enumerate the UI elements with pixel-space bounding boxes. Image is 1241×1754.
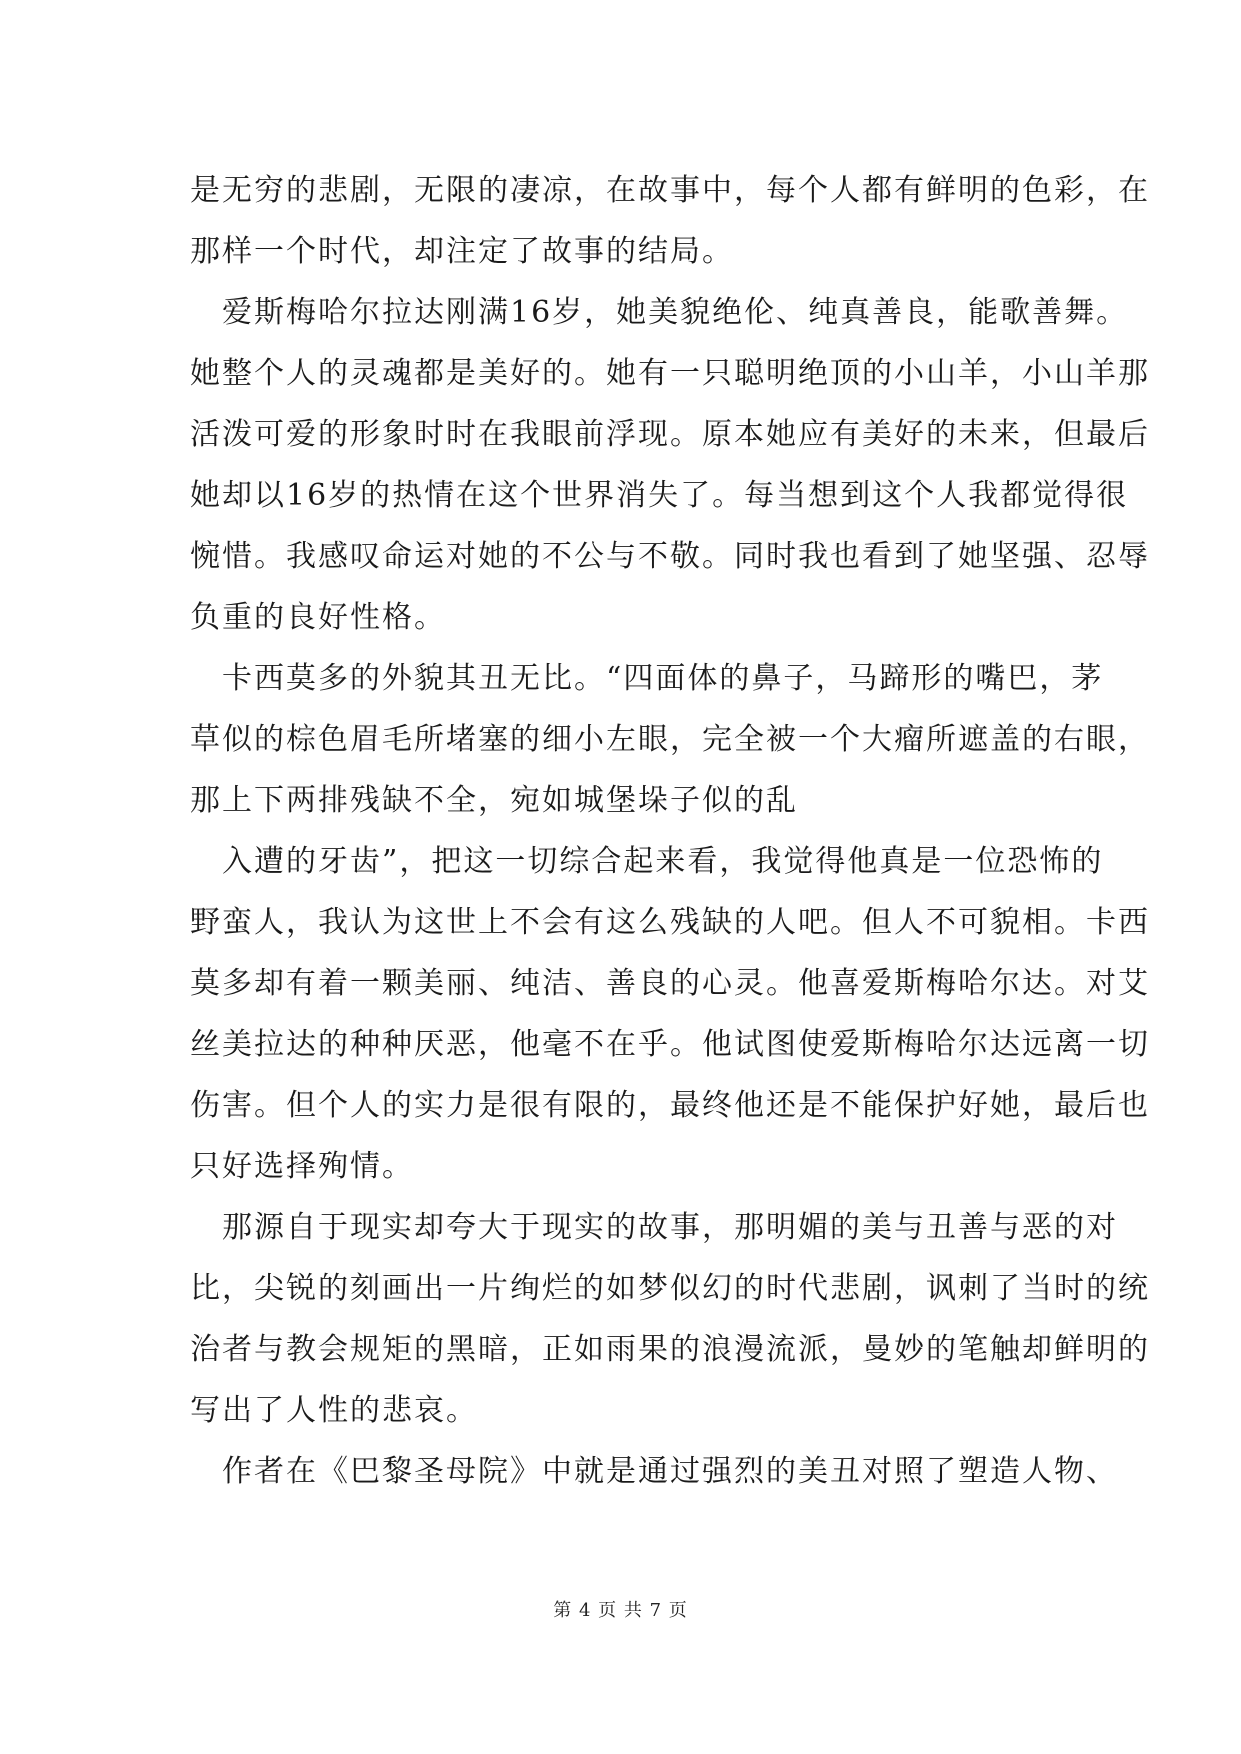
text-line: 惋惜。我感叹命运对她的不公与不敬。同时我也看到了她坚强、忍辱 [190,539,1150,574]
page-footer [0,1596,1241,1622]
text-line: 负重的良好性格。 [190,600,446,635]
text-line: 莫多却有着一颗美丽、纯洁、善良的心灵。他喜爱斯梅哈尔达。对艾 [190,966,1150,1001]
text-line: 丝美拉达的种种厌恶，他毫不在乎。他试图使爱斯梅哈尔达远离一切 [190,1027,1150,1062]
text-line: 是无穷的悲剧，无限的凄凉，在故事中，每个人都有鲜明的色彩，在 [190,173,1150,208]
text-line: 爱斯梅哈尔拉达刚满16岁，她美貌绝伦、纯真善良，能歌善舞。 [190,295,1129,330]
text-line: 写出了人性的悲哀。 [190,1393,478,1428]
text-line: 入遭的牙齿”，把这一切综合起来看，我觉得他真是一位恐怖的 [190,844,1104,879]
text-line: 比，尖锐的刻画出一片绚烂的如梦似幻的时代悲剧，讽刺了当时的统 [190,1271,1150,1306]
text-line: 伤害。但个人的实力是很有限的，最终他还是不能保护好她，最后也 [190,1088,1150,1123]
text-line: 卡西莫多的外貌其丑无比。“四面体的鼻子，马蹄形的嘴巴，茅 [190,661,1104,696]
text-line: 那上下两排残缺不全，宛如城堡垛子似的乱 [190,783,798,818]
text-line: 她整个人的灵魂都是美好的。她有一只聪明绝顶的小山羊，小山羊那 [190,356,1150,391]
text-line: 她却以16岁的热情在这个世界消失了。每当想到这个人我都觉得很 [190,478,1129,513]
text-line: 草似的棕色眉毛所堵塞的细小左眼，完全被一个大瘤所遮盖的右眼， [190,722,1150,757]
text-line: 那样一个时代，却注定了故事的结局。 [190,234,734,269]
text-line: 那源自于现实却夸大于现实的故事，那明媚的美与丑善与恶的对 [190,1210,1118,1245]
body-text [190,160,1150,1502]
text-line: 只好选择殉情。 [190,1149,414,1184]
text-line: 治者与教会规矩的黑暗，正如雨果的浪漫流派，曼妙的笔触却鲜明的 [190,1332,1150,1367]
text-line: 野蛮人，我认为这世上不会有这么残缺的人吧。但人不可貌相。卡西 [190,905,1150,940]
text-line: 作者在《巴黎圣母院》中就是通过强烈的美丑对照了塑造人物、 [190,1454,1118,1489]
text-line: 活泼可爱的形象时时在我眼前浮现。原本她应有美好的未来，但最后 [190,417,1150,452]
page-number-text: 第 4 页 共 7 页 [553,1600,688,1621]
